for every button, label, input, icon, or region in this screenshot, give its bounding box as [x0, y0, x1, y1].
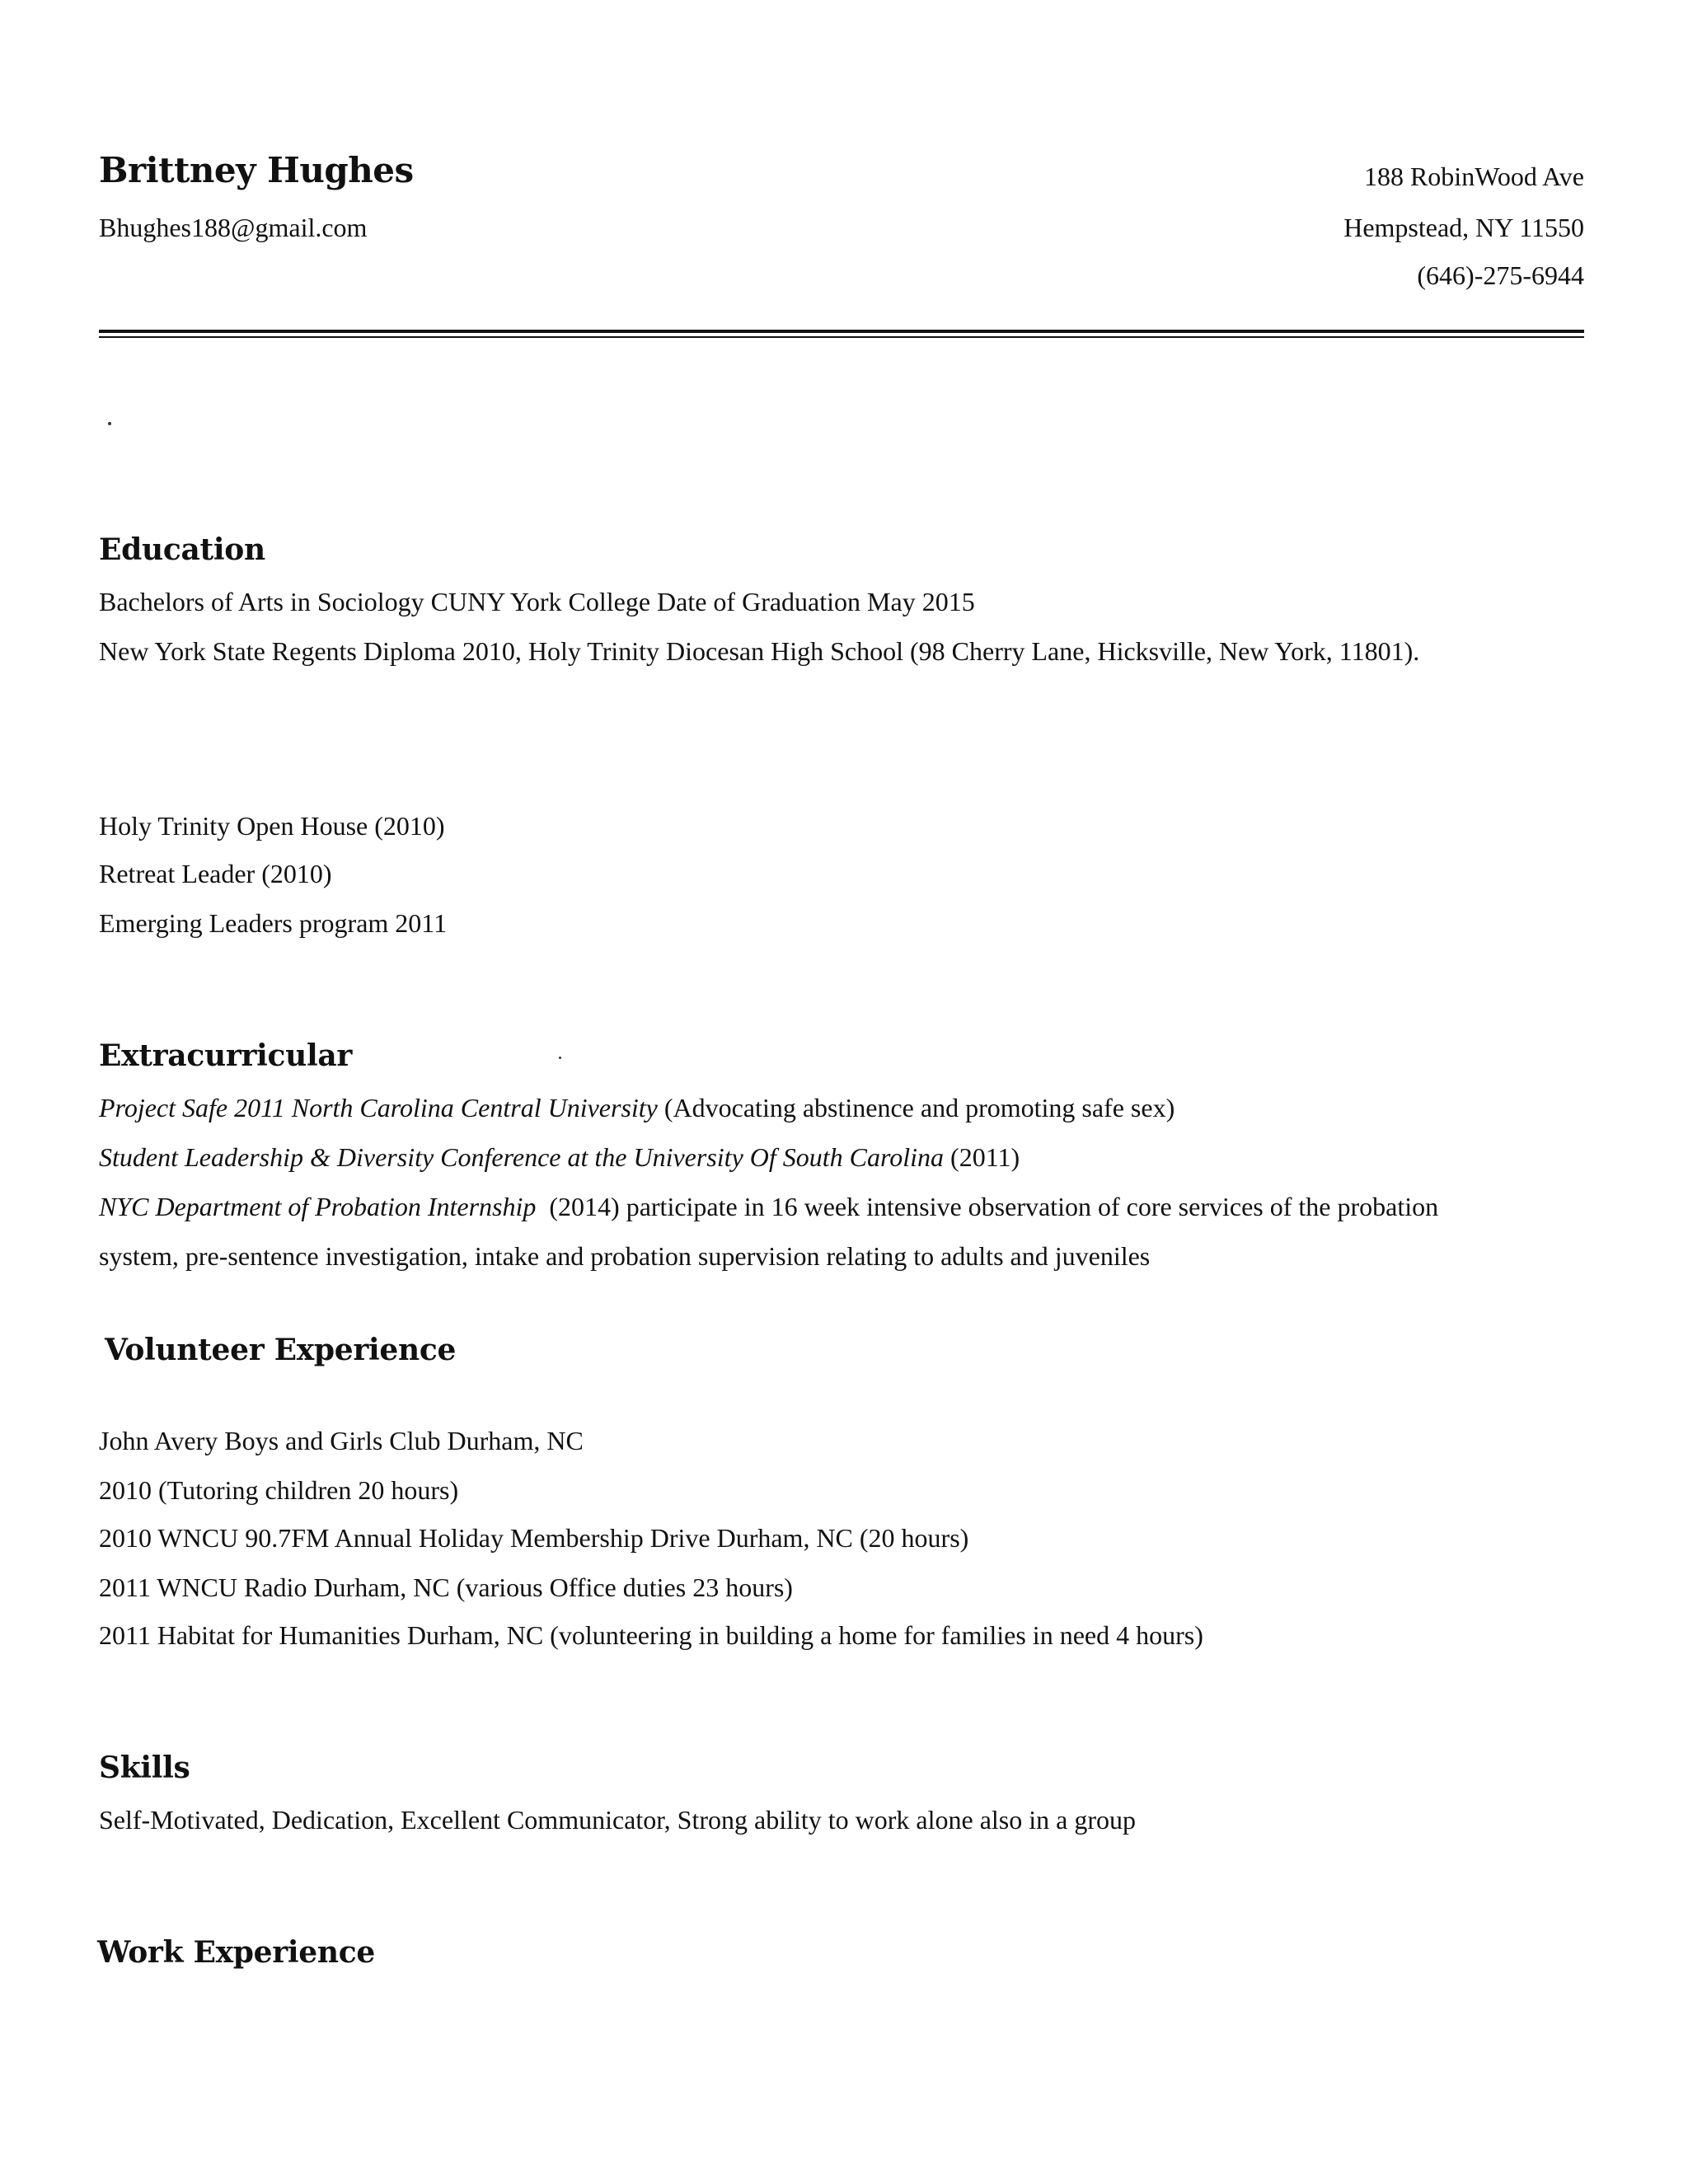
extracurricular-heading: Extracurricular [99, 1038, 353, 1073]
volunteer-line: 2010 WNCU 90.7FM Annual Holiday Membership Drive Durham, NC (20 hours) [99, 1523, 969, 1553]
address-line-2: Hempstead, NY 11550 [1343, 213, 1584, 242]
education-line: New York State Regents Diploma 2010, Holy Trinity Diocesan High School (98 Cherry Lane, Hicksville, New York, 11801). [99, 636, 1420, 666]
activity-line: Holy Trinity Open House (2010) [99, 811, 445, 841]
activity-line: Emerging Leaders program 2011 [99, 908, 448, 938]
volunteer-line: 2011 WNCU Radio Durham, NC (various Office duties 23 hours) [99, 1572, 793, 1602]
activity-line: Retreat Leader (2010) [99, 859, 332, 888]
extracurricular-item-title: Student Leadership & Diversity Conference at the University Of South Carolina [99, 1142, 945, 1172]
stray-mark [559, 1057, 561, 1059]
header-rule-bottom [99, 336, 1584, 338]
skills-text: Self-Motivated, Dedication, Excellent Communicator, Strong ability to work alone also in a group [99, 1805, 1136, 1835]
extracurricular-item [99, 1192, 1438, 1222]
volunteer-line: 2011 Habitat for Humanities Durham, NC (volunteering in building a home for families in need 4 hours) [99, 1620, 1203, 1650]
extracurricular-item-detail: (2014) participate in 16 week intensive observation of core services of the probation [536, 1192, 1439, 1221]
extracurricular-item [99, 1093, 1175, 1123]
email-text: Bhughes188@gmail.com [99, 213, 368, 242]
volunteer-heading: Volunteer Experience [105, 1333, 457, 1367]
header-rule-top [99, 330, 1584, 333]
address-line-1: 188 RobinWood Ave [1363, 162, 1584, 191]
applicant-name: Brittney Hughes [99, 150, 414, 190]
stray-mark [108, 422, 111, 425]
phone-text: (646)-275-6944 [1417, 260, 1584, 290]
skills-heading: Skills [99, 1750, 190, 1785]
extracurricular-item [99, 1142, 1020, 1173]
extracurricular-item-detail: (Advocating abstinence and promoting safe sex) [657, 1093, 1175, 1122]
extracurricular-continuation: system, pre-sentence investigation, intake and probation supervision relating to adults and juveniles [99, 1241, 1151, 1271]
education-heading: Education [99, 532, 265, 567]
education-line: Bachelors of Arts in Sociology CUNY York College Date of Graduation May 2015 [99, 587, 975, 616]
extracurricular-item-detail: (2011) [944, 1142, 1020, 1172]
extracurricular-item-title: NYC Department of Probation Internship [99, 1192, 537, 1221]
volunteer-line: John Avery Boys and Girls Club Durham, NC [99, 1426, 584, 1455]
extracurricular-item-title: Project Safe 2011 North Carolina Central University [99, 1093, 658, 1122]
volunteer-line: 2010 (Tutoring children 20 hours) [99, 1475, 459, 1505]
work-heading: Work Experience [97, 1935, 375, 1970]
